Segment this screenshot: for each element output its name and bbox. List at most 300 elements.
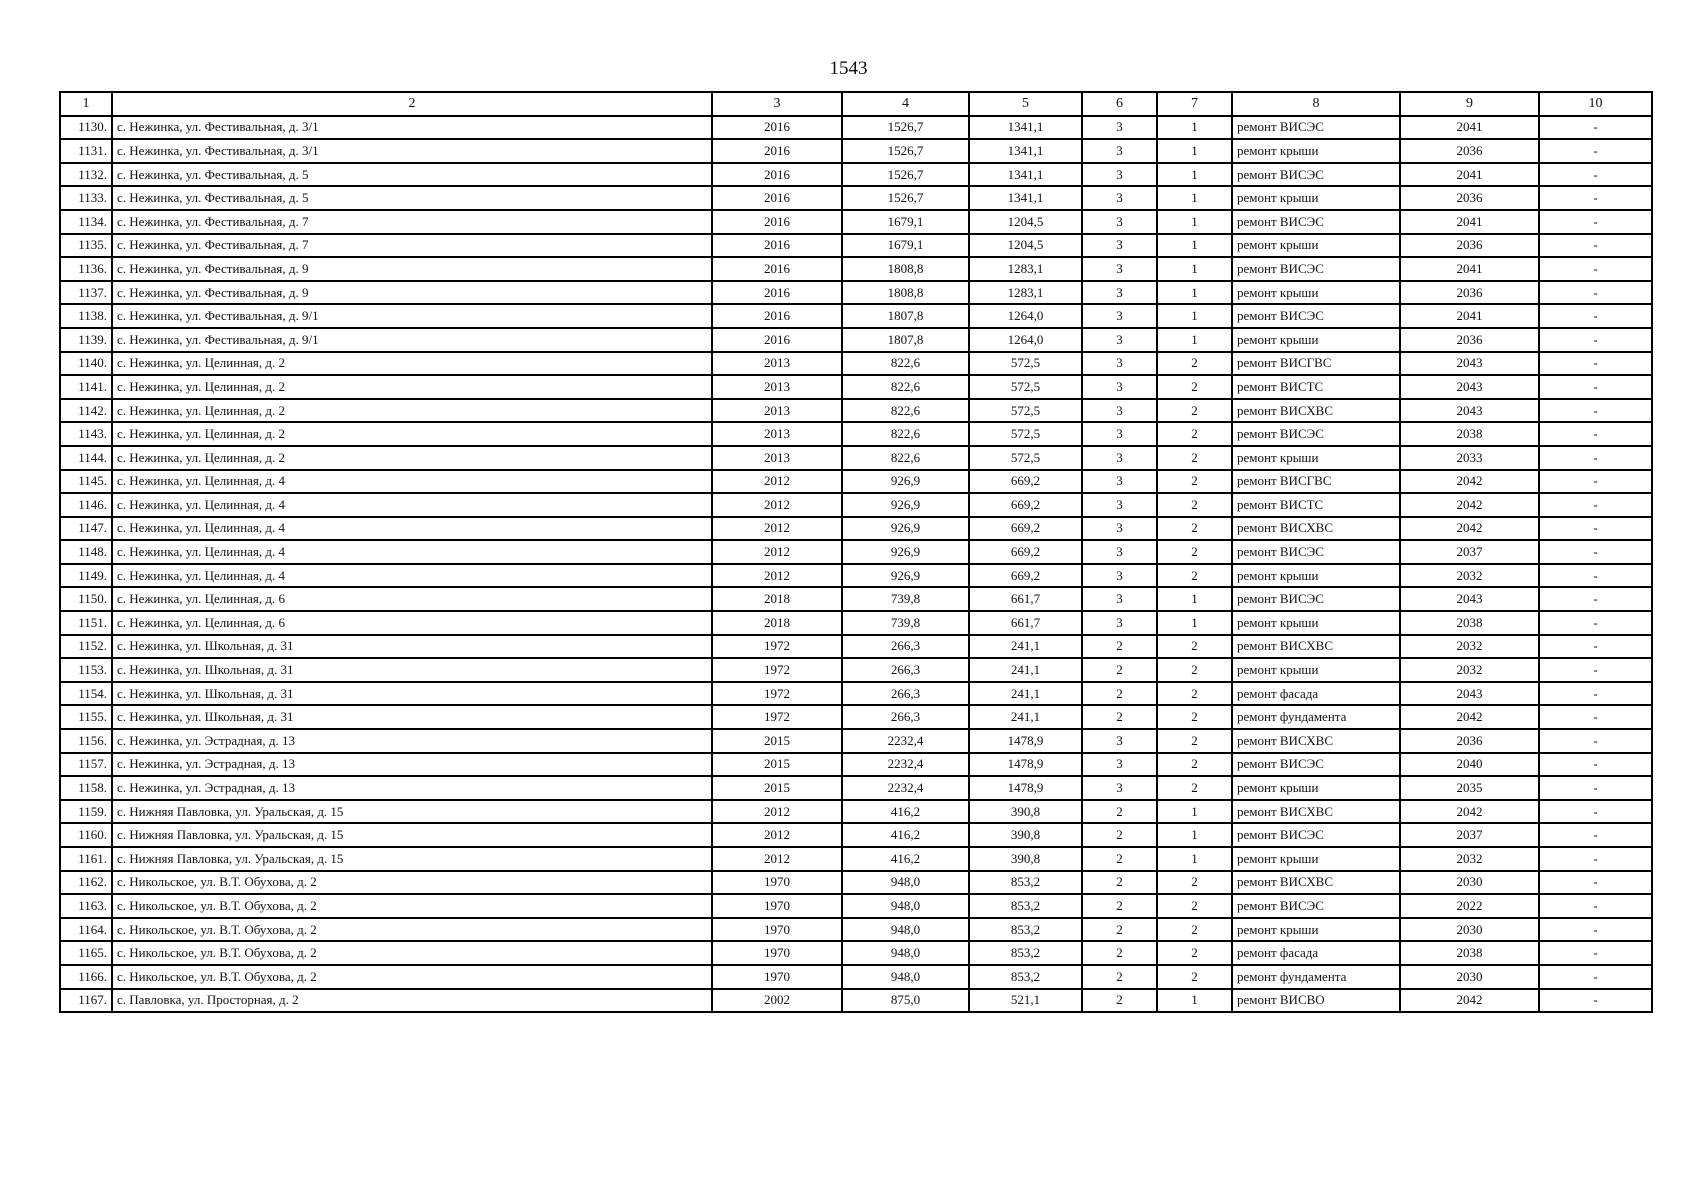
cell-floors: 3 [1082, 399, 1157, 423]
cell-floors: 2 [1082, 635, 1157, 659]
cell-year-built: 2015 [712, 729, 842, 753]
cell-work-type: ремонт фундамента [1232, 965, 1400, 989]
cell-work-type: ремонт ВИСЭС [1232, 422, 1400, 446]
cell-floors: 2 [1082, 823, 1157, 847]
cell-work-type: ремонт ВИСХВС [1232, 635, 1400, 659]
cell-address: с. Нежинка, ул. Целинная, д. 2 [112, 352, 712, 376]
cell-living-area: 241,1 [969, 682, 1082, 706]
table-body [60, 116, 1652, 1013]
cell-year-built: 2015 [712, 776, 842, 800]
cell-living-area: 1478,9 [969, 776, 1082, 800]
cell-work-type: ремонт ВИСХВС [1232, 729, 1400, 753]
cell-entrances: 1 [1157, 989, 1232, 1013]
cell-total-area: 1679,1 [842, 210, 969, 234]
cell-year-built: 2013 [712, 446, 842, 470]
cell-floors: 3 [1082, 753, 1157, 777]
cell-total-area: 875,0 [842, 989, 969, 1013]
cell-work-type: ремонт фасада [1232, 682, 1400, 706]
cell-total-area: 2232,4 [842, 753, 969, 777]
cell-entrances: 2 [1157, 705, 1232, 729]
cell-year-built: 2016 [712, 163, 842, 187]
cell-total-area: 948,0 [842, 918, 969, 942]
cell-year-built: 1972 [712, 705, 842, 729]
cell-total-area: 739,8 [842, 611, 969, 635]
cell-planned-year: 2030 [1400, 965, 1539, 989]
cell-work-type: ремонт фасада [1232, 941, 1400, 965]
cell-floors: 2 [1082, 658, 1157, 682]
cell-work-type: ремонт крыши [1232, 186, 1400, 210]
table-row [60, 470, 1652, 494]
cell-planned-year: 2036 [1400, 328, 1539, 352]
cell-note: - [1539, 210, 1652, 234]
cell-work-type: ремонт ВИСТС [1232, 493, 1400, 517]
cell-address: с. Нежинка, ул. Школьная, д. 31 [112, 658, 712, 682]
cell-floors: 3 [1082, 139, 1157, 163]
cell-year-built: 2016 [712, 116, 842, 140]
cell-living-area: 390,8 [969, 847, 1082, 871]
cell-living-area: 572,5 [969, 399, 1082, 423]
cell-planned-year: 2041 [1400, 116, 1539, 140]
table-row [60, 989, 1652, 1013]
cell-work-type: ремонт крыши [1232, 139, 1400, 163]
cell-year-built: 1970 [712, 965, 842, 989]
table-row [60, 517, 1652, 541]
cell-year-built: 1970 [712, 918, 842, 942]
cell-work-type: ремонт ВИСЭС [1232, 823, 1400, 847]
cell-total-area: 822,6 [842, 375, 969, 399]
cell-entrances: 1 [1157, 587, 1232, 611]
cell-floors: 3 [1082, 470, 1157, 494]
cell-entrances: 1 [1157, 281, 1232, 305]
cell-living-area: 241,1 [969, 705, 1082, 729]
cell-row-number: 1153. [60, 658, 112, 682]
cell-work-type: ремонт крыши [1232, 611, 1400, 635]
cell-work-type: ремонт ВИСЭС [1232, 257, 1400, 281]
cell-planned-year: 2037 [1400, 540, 1539, 564]
cell-work-type: ремонт фундамента [1232, 705, 1400, 729]
cell-address: с. Павловка, ул. Просторная, д. 2 [112, 989, 712, 1013]
cell-address: с. Нежинка, ул. Целинная, д. 2 [112, 422, 712, 446]
cell-entrances: 1 [1157, 847, 1232, 871]
cell-address: с. Нижняя Павловка, ул. Уральская, д. 15 [112, 823, 712, 847]
cell-entrances: 1 [1157, 304, 1232, 328]
data-table [59, 91, 1653, 1013]
cell-living-area: 853,2 [969, 894, 1082, 918]
cell-work-type: ремонт крыши [1232, 564, 1400, 588]
cell-living-area: 1478,9 [969, 753, 1082, 777]
cell-row-number: 1166. [60, 965, 112, 989]
table-row [60, 234, 1652, 258]
cell-floors: 3 [1082, 729, 1157, 753]
cell-year-built: 1972 [712, 658, 842, 682]
cell-entrances: 2 [1157, 776, 1232, 800]
cell-address: с. Нежинка, ул. Целинная, д. 4 [112, 540, 712, 564]
table-row [60, 729, 1652, 753]
cell-living-area: 669,2 [969, 517, 1082, 541]
table-row [60, 257, 1652, 281]
cell-planned-year: 2033 [1400, 446, 1539, 470]
cell-work-type: ремонт ВИСХВС [1232, 871, 1400, 895]
cell-row-number: 1160. [60, 823, 112, 847]
cell-entrances: 2 [1157, 682, 1232, 706]
cell-row-number: 1152. [60, 635, 112, 659]
cell-note: - [1539, 139, 1652, 163]
cell-year-built: 2016 [712, 234, 842, 258]
cell-entrances: 1 [1157, 139, 1232, 163]
cell-living-area: 572,5 [969, 352, 1082, 376]
cell-living-area: 669,2 [969, 564, 1082, 588]
cell-row-number: 1165. [60, 941, 112, 965]
cell-living-area: 1204,5 [969, 210, 1082, 234]
cell-planned-year: 2032 [1400, 847, 1539, 871]
cell-address: с. Нежинка, ул. Фестивальная, д. 9/1 [112, 304, 712, 328]
cell-entrances: 2 [1157, 470, 1232, 494]
cell-row-number: 1147. [60, 517, 112, 541]
cell-work-type: ремонт ВИСЭС [1232, 210, 1400, 234]
cell-floors: 3 [1082, 328, 1157, 352]
cell-floors: 3 [1082, 304, 1157, 328]
cell-row-number: 1130. [60, 116, 112, 140]
cell-note: - [1539, 587, 1652, 611]
cell-work-type: ремонт ВИСЭС [1232, 163, 1400, 187]
table-row [60, 682, 1652, 706]
cell-year-built: 2016 [712, 304, 842, 328]
cell-living-area: 390,8 [969, 800, 1082, 824]
cell-total-area: 822,6 [842, 446, 969, 470]
cell-living-area: 1478,9 [969, 729, 1082, 753]
cell-floors: 3 [1082, 446, 1157, 470]
column-header-7: 7 [1157, 92, 1232, 116]
cell-total-area: 2232,4 [842, 776, 969, 800]
table-row [60, 871, 1652, 895]
cell-planned-year: 2036 [1400, 186, 1539, 210]
cell-living-area: 661,7 [969, 587, 1082, 611]
table-row [60, 800, 1652, 824]
cell-row-number: 1151. [60, 611, 112, 635]
cell-note: - [1539, 776, 1652, 800]
cell-floors: 3 [1082, 234, 1157, 258]
cell-living-area: 1264,0 [969, 328, 1082, 352]
cell-entrances: 2 [1157, 635, 1232, 659]
cell-note: - [1539, 682, 1652, 706]
cell-row-number: 1156. [60, 729, 112, 753]
cell-living-area: 521,1 [969, 989, 1082, 1013]
table-row [60, 163, 1652, 187]
cell-address: с. Нижняя Павловка, ул. Уральская, д. 15 [112, 800, 712, 824]
cell-year-built: 2012 [712, 564, 842, 588]
cell-row-number: 1142. [60, 399, 112, 423]
cell-floors: 3 [1082, 116, 1157, 140]
cell-total-area: 948,0 [842, 965, 969, 989]
cell-floors: 2 [1082, 941, 1157, 965]
cell-living-area: 853,2 [969, 941, 1082, 965]
cell-row-number: 1148. [60, 540, 112, 564]
cell-planned-year: 2035 [1400, 776, 1539, 800]
cell-entrances: 2 [1157, 422, 1232, 446]
cell-note: - [1539, 399, 1652, 423]
cell-address: с. Нежинка, ул. Школьная, д. 31 [112, 682, 712, 706]
cell-planned-year: 2030 [1400, 918, 1539, 942]
cell-address: с. Никольское, ул. В.Т. Обухова, д. 2 [112, 965, 712, 989]
cell-entrances: 2 [1157, 941, 1232, 965]
cell-note: - [1539, 375, 1652, 399]
cell-living-area: 1204,5 [969, 234, 1082, 258]
cell-year-built: 2016 [712, 186, 842, 210]
cell-living-area: 1264,0 [969, 304, 1082, 328]
cell-floors: 2 [1082, 918, 1157, 942]
cell-total-area: 739,8 [842, 587, 969, 611]
cell-floors: 3 [1082, 210, 1157, 234]
table-row [60, 139, 1652, 163]
cell-floors: 3 [1082, 540, 1157, 564]
cell-address: с. Нежинка, ул. Фестивальная, д. 9/1 [112, 328, 712, 352]
cell-address: с. Никольское, ул. В.Т. Обухова, д. 2 [112, 894, 712, 918]
cell-entrances: 1 [1157, 234, 1232, 258]
cell-floors: 2 [1082, 871, 1157, 895]
cell-entrances: 2 [1157, 753, 1232, 777]
cell-planned-year: 2030 [1400, 871, 1539, 895]
cell-work-type: ремонт ВИСХВС [1232, 800, 1400, 824]
cell-entrances: 1 [1157, 611, 1232, 635]
cell-row-number: 1155. [60, 705, 112, 729]
column-header-2: 2 [112, 92, 712, 116]
cell-entrances: 2 [1157, 399, 1232, 423]
cell-year-built: 2012 [712, 517, 842, 541]
cell-total-area: 266,3 [842, 635, 969, 659]
cell-floors: 3 [1082, 257, 1157, 281]
cell-note: - [1539, 989, 1652, 1013]
cell-total-area: 1526,7 [842, 186, 969, 210]
cell-floors: 3 [1082, 375, 1157, 399]
table-row [60, 658, 1652, 682]
cell-year-built: 2016 [712, 210, 842, 234]
cell-planned-year: 2043 [1400, 682, 1539, 706]
cell-note: - [1539, 611, 1652, 635]
cell-total-area: 416,2 [842, 823, 969, 847]
cell-year-built: 2012 [712, 470, 842, 494]
cell-address: с. Нежинка, ул. Фестивальная, д. 5 [112, 163, 712, 187]
column-header-4: 4 [842, 92, 969, 116]
cell-address: с. Нежинка, ул. Фестивальная, д. 9 [112, 257, 712, 281]
cell-total-area: 1807,8 [842, 328, 969, 352]
cell-note: - [1539, 635, 1652, 659]
cell-year-built: 2018 [712, 587, 842, 611]
cell-planned-year: 2032 [1400, 564, 1539, 588]
cell-floors: 2 [1082, 847, 1157, 871]
cell-note: - [1539, 186, 1652, 210]
cell-living-area: 1341,1 [969, 186, 1082, 210]
cell-entrances: 2 [1157, 375, 1232, 399]
cell-work-type: ремонт крыши [1232, 918, 1400, 942]
cell-planned-year: 2042 [1400, 470, 1539, 494]
cell-note: - [1539, 446, 1652, 470]
cell-floors: 2 [1082, 705, 1157, 729]
cell-entrances: 2 [1157, 493, 1232, 517]
cell-address: с. Нежинка, ул. Целинная, д. 2 [112, 446, 712, 470]
cell-total-area: 2232,4 [842, 729, 969, 753]
table-row [60, 422, 1652, 446]
cell-address: с. Нежинка, ул. Школьная, д. 31 [112, 635, 712, 659]
cell-address: с. Нежинка, ул. Целинная, д. 4 [112, 470, 712, 494]
cell-living-area: 1341,1 [969, 163, 1082, 187]
table-row [60, 847, 1652, 871]
cell-note: - [1539, 918, 1652, 942]
table-row [60, 564, 1652, 588]
cell-note: - [1539, 328, 1652, 352]
cell-row-number: 1134. [60, 210, 112, 234]
cell-row-number: 1141. [60, 375, 112, 399]
cell-planned-year: 2042 [1400, 989, 1539, 1013]
cell-entrances: 1 [1157, 823, 1232, 847]
cell-work-type: ремонт ВИСЭС [1232, 116, 1400, 140]
cell-row-number: 1150. [60, 587, 112, 611]
table-row [60, 304, 1652, 328]
cell-planned-year: 2041 [1400, 210, 1539, 234]
cell-entrances: 1 [1157, 163, 1232, 187]
cell-row-number: 1157. [60, 753, 112, 777]
cell-entrances: 1 [1157, 257, 1232, 281]
cell-entrances: 2 [1157, 352, 1232, 376]
cell-floors: 3 [1082, 163, 1157, 187]
cell-total-area: 416,2 [842, 847, 969, 871]
cell-note: - [1539, 493, 1652, 517]
cell-year-built: 2012 [712, 540, 842, 564]
cell-note: - [1539, 800, 1652, 824]
cell-row-number: 1140. [60, 352, 112, 376]
cell-work-type: ремонт ВИСЭС [1232, 540, 1400, 564]
cell-note: - [1539, 658, 1652, 682]
cell-address: с. Нежинка, ул. Целинная, д. 4 [112, 564, 712, 588]
cell-living-area: 661,7 [969, 611, 1082, 635]
cell-year-built: 2016 [712, 281, 842, 305]
cell-address: с. Нежинка, ул. Эстрадная, д. 13 [112, 776, 712, 800]
cell-planned-year: 2042 [1400, 705, 1539, 729]
cell-address: с. Нежинка, ул. Фестивальная, д. 5 [112, 186, 712, 210]
cell-year-built: 2018 [712, 611, 842, 635]
cell-total-area: 1526,7 [842, 139, 969, 163]
cell-total-area: 266,3 [842, 682, 969, 706]
cell-year-built: 1970 [712, 894, 842, 918]
cell-year-built: 2013 [712, 375, 842, 399]
cell-floors: 2 [1082, 965, 1157, 989]
cell-total-area: 926,9 [842, 564, 969, 588]
cell-note: - [1539, 163, 1652, 187]
cell-living-area: 853,2 [969, 965, 1082, 989]
cell-entrances: 2 [1157, 446, 1232, 470]
cell-planned-year: 2038 [1400, 422, 1539, 446]
table-row [60, 446, 1652, 470]
cell-year-built: 1972 [712, 635, 842, 659]
cell-floors: 2 [1082, 682, 1157, 706]
cell-note: - [1539, 517, 1652, 541]
cell-total-area: 822,6 [842, 422, 969, 446]
cell-entrances: 2 [1157, 517, 1232, 541]
cell-address: с. Нежинка, ул. Целинная, д. 2 [112, 375, 712, 399]
cell-floors: 2 [1082, 894, 1157, 918]
cell-row-number: 1159. [60, 800, 112, 824]
cell-planned-year: 2043 [1400, 352, 1539, 376]
cell-total-area: 948,0 [842, 894, 969, 918]
cell-row-number: 1144. [60, 446, 112, 470]
cell-living-area: 669,2 [969, 493, 1082, 517]
cell-total-area: 948,0 [842, 871, 969, 895]
cell-address: с. Нежинка, ул. Целинная, д. 4 [112, 493, 712, 517]
cell-work-type: ремонт ВИСГВС [1232, 352, 1400, 376]
header-row [60, 92, 1652, 116]
cell-entrances: 1 [1157, 186, 1232, 210]
table-row [60, 965, 1652, 989]
cell-living-area: 1283,1 [969, 281, 1082, 305]
cell-address: с. Нижняя Павловка, ул. Уральская, д. 15 [112, 847, 712, 871]
cell-floors: 3 [1082, 422, 1157, 446]
cell-year-built: 2016 [712, 257, 842, 281]
cell-planned-year: 2041 [1400, 163, 1539, 187]
cell-living-area: 1341,1 [969, 116, 1082, 140]
cell-row-number: 1149. [60, 564, 112, 588]
cell-work-type: ремонт ВИСЭС [1232, 894, 1400, 918]
table-row [60, 540, 1652, 564]
cell-row-number: 1167. [60, 989, 112, 1013]
cell-total-area: 926,9 [842, 540, 969, 564]
cell-floors: 3 [1082, 352, 1157, 376]
cell-year-built: 1970 [712, 941, 842, 965]
cell-note: - [1539, 422, 1652, 446]
cell-row-number: 1164. [60, 918, 112, 942]
table-row [60, 635, 1652, 659]
cell-planned-year: 2042 [1400, 493, 1539, 517]
cell-total-area: 822,6 [842, 352, 969, 376]
cell-address: с. Никольское, ул. В.Т. Обухова, д. 2 [112, 941, 712, 965]
cell-address: с. Нежинка, ул. Школьная, д. 31 [112, 705, 712, 729]
cell-address: с. Нежинка, ул. Фестивальная, д. 3/1 [112, 116, 712, 140]
cell-note: - [1539, 705, 1652, 729]
cell-note: - [1539, 894, 1652, 918]
column-header-3: 3 [712, 92, 842, 116]
cell-floors: 3 [1082, 564, 1157, 588]
cell-planned-year: 2043 [1400, 399, 1539, 423]
cell-address: с. Нежинка, ул. Фестивальная, д. 7 [112, 234, 712, 258]
cell-entrances: 2 [1157, 918, 1232, 942]
cell-planned-year: 2032 [1400, 635, 1539, 659]
table-row [60, 116, 1652, 140]
cell-entrances: 2 [1157, 540, 1232, 564]
cell-total-area: 266,3 [842, 658, 969, 682]
cell-floors: 3 [1082, 611, 1157, 635]
column-header-1: 1 [60, 92, 112, 116]
cell-note: - [1539, 753, 1652, 777]
cell-address: с. Нежинка, ул. Целинная, д. 4 [112, 517, 712, 541]
cell-row-number: 1143. [60, 422, 112, 446]
cell-living-area: 853,2 [969, 871, 1082, 895]
cell-address: с. Нежинка, ул. Целинная, д. 2 [112, 399, 712, 423]
cell-entrances: 2 [1157, 564, 1232, 588]
table-row [60, 753, 1652, 777]
table-row [60, 941, 1652, 965]
cell-work-type: ремонт крыши [1232, 446, 1400, 470]
cell-floors: 3 [1082, 776, 1157, 800]
cell-total-area: 1526,7 [842, 116, 969, 140]
cell-living-area: 390,8 [969, 823, 1082, 847]
table-row [60, 705, 1652, 729]
cell-work-type: ремонт крыши [1232, 281, 1400, 305]
cell-work-type: ремонт ВИСХВС [1232, 399, 1400, 423]
cell-floors: 3 [1082, 493, 1157, 517]
cell-work-type: ремонт ВИСВО [1232, 989, 1400, 1013]
cell-entrances: 1 [1157, 800, 1232, 824]
cell-note: - [1539, 823, 1652, 847]
cell-living-area: 853,2 [969, 918, 1082, 942]
cell-living-area: 572,5 [969, 375, 1082, 399]
